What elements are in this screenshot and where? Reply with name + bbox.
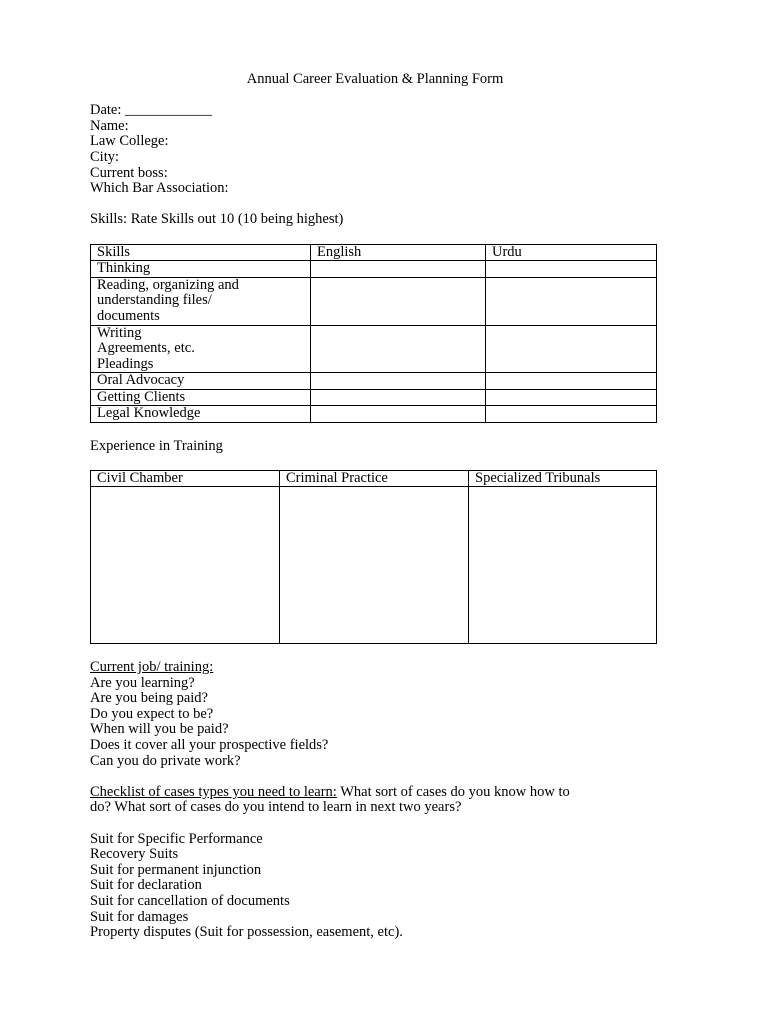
skill-name-cell — [91, 389, 311, 406]
skill-name: Getting Clients — [97, 388, 186, 405]
skill-name-line: Pleadings — [97, 355, 154, 372]
skill-name-line: understanding files/ — [97, 292, 212, 309]
skill-name-cell — [91, 325, 311, 373]
skills-header-cell: Skills — [91, 244, 311, 261]
skill-name-line: Reading, organizing and — [97, 276, 239, 293]
name-field: Name: — [90, 117, 129, 134]
training-table — [90, 470, 657, 645]
english-rating-cell[interactable] — [311, 406, 486, 423]
table-row — [91, 373, 657, 390]
question-item: Are you being paid? — [90, 690, 208, 707]
list-item: Suit for cancellation of documents — [90, 892, 290, 909]
form-page — [90, 72, 660, 941]
checklist-intro-line2: do? What sort of cases do you intend to learn in next two years? — [90, 799, 462, 816]
question-item: Are you learning? — [90, 674, 195, 691]
header-fields — [90, 103, 660, 197]
skill-name-cell — [91, 373, 311, 390]
list-item: Suit for Specific Performance — [90, 830, 263, 847]
specialized-tribunals-cell[interactable] — [469, 487, 657, 644]
list-item: Suit for declaration — [90, 877, 202, 894]
checklist-intro-rest: What sort of cases do you know how to — [336, 783, 570, 800]
english-rating-cell[interactable] — [311, 277, 486, 325]
question-item: Does it cover all your prospective fields? — [90, 737, 329, 753]
urdu-rating-cell[interactable] — [486, 277, 657, 325]
training-heading: Experience in Training — [90, 437, 223, 454]
civil-chamber-header: Civil Chamber — [91, 470, 280, 487]
english-rating-cell[interactable] — [311, 389, 486, 406]
specialized-tribunals-header: Specialized Tribunals — [469, 470, 657, 487]
skills-header-row — [91, 244, 657, 261]
checklist-section — [90, 785, 660, 941]
urdu-rating-cell[interactable] — [486, 406, 657, 423]
law-college-field: Law College: — [90, 133, 169, 150]
bar-association-field: Which Bar Association: — [90, 180, 229, 197]
skill-name-cell — [91, 406, 311, 423]
english-rating-cell[interactable] — [311, 325, 486, 373]
skill-name-cell — [91, 261, 311, 278]
list-item: Property disputes (Suit for possession, easement, etc). — [90, 924, 403, 941]
checklist-intro-line — [90, 785, 660, 801]
table-row — [91, 389, 657, 406]
city-field: City: — [90, 148, 120, 165]
urdu-header-cell: Urdu — [486, 244, 657, 261]
skill-name: Thinking — [97, 260, 151, 277]
civil-chamber-cell[interactable] — [91, 487, 280, 644]
list-item: Suit for permanent injunction — [90, 861, 262, 878]
criminal-practice-header: Criminal Practice — [280, 470, 469, 487]
skills-table — [90, 244, 657, 424]
date-field: Date: ____________ — [90, 102, 213, 119]
checklist-heading: Checklist of cases types you need to learn: — [90, 783, 337, 800]
training-body-row — [91, 487, 657, 644]
skill-name-line: Agreements, etc. — [97, 340, 195, 357]
question-item: When will you be paid? — [90, 721, 229, 738]
current-job-heading: Current job/ training: — [90, 659, 214, 676]
skill-name-line: documents — [97, 307, 160, 324]
urdu-rating-cell[interactable] — [486, 389, 657, 406]
training-header-row — [91, 470, 657, 487]
form-title: Annual Career Evaluation & Planning Form — [246, 71, 504, 87]
table-row — [91, 325, 657, 373]
list-item: Suit for damages — [90, 908, 189, 925]
skill-name: Legal Knowledge — [97, 405, 201, 422]
urdu-rating-cell[interactable] — [486, 261, 657, 278]
current-boss-field: Current boss: — [90, 164, 168, 181]
current-job-section — [90, 660, 660, 769]
urdu-rating-cell[interactable] — [486, 325, 657, 373]
english-header-cell: English — [311, 244, 486, 261]
skills-intro: Skills: Rate Skills out 10 (10 being highest) — [90, 211, 344, 228]
question-item: Do you expect to be? — [90, 705, 214, 722]
english-rating-cell[interactable] — [311, 373, 486, 390]
list-item: Recovery Suits — [90, 846, 179, 863]
urdu-rating-cell[interactable] — [486, 373, 657, 390]
table-row — [91, 261, 657, 278]
question-item: Can you do private work? — [90, 752, 241, 769]
table-row — [91, 406, 657, 423]
english-rating-cell[interactable] — [311, 261, 486, 278]
table-row — [91, 277, 657, 325]
skill-name: Oral Advocacy — [97, 372, 185, 389]
skill-name-cell — [91, 277, 311, 325]
skill-name-line: Writing — [97, 324, 142, 341]
criminal-practice-cell[interactable] — [280, 487, 469, 644]
